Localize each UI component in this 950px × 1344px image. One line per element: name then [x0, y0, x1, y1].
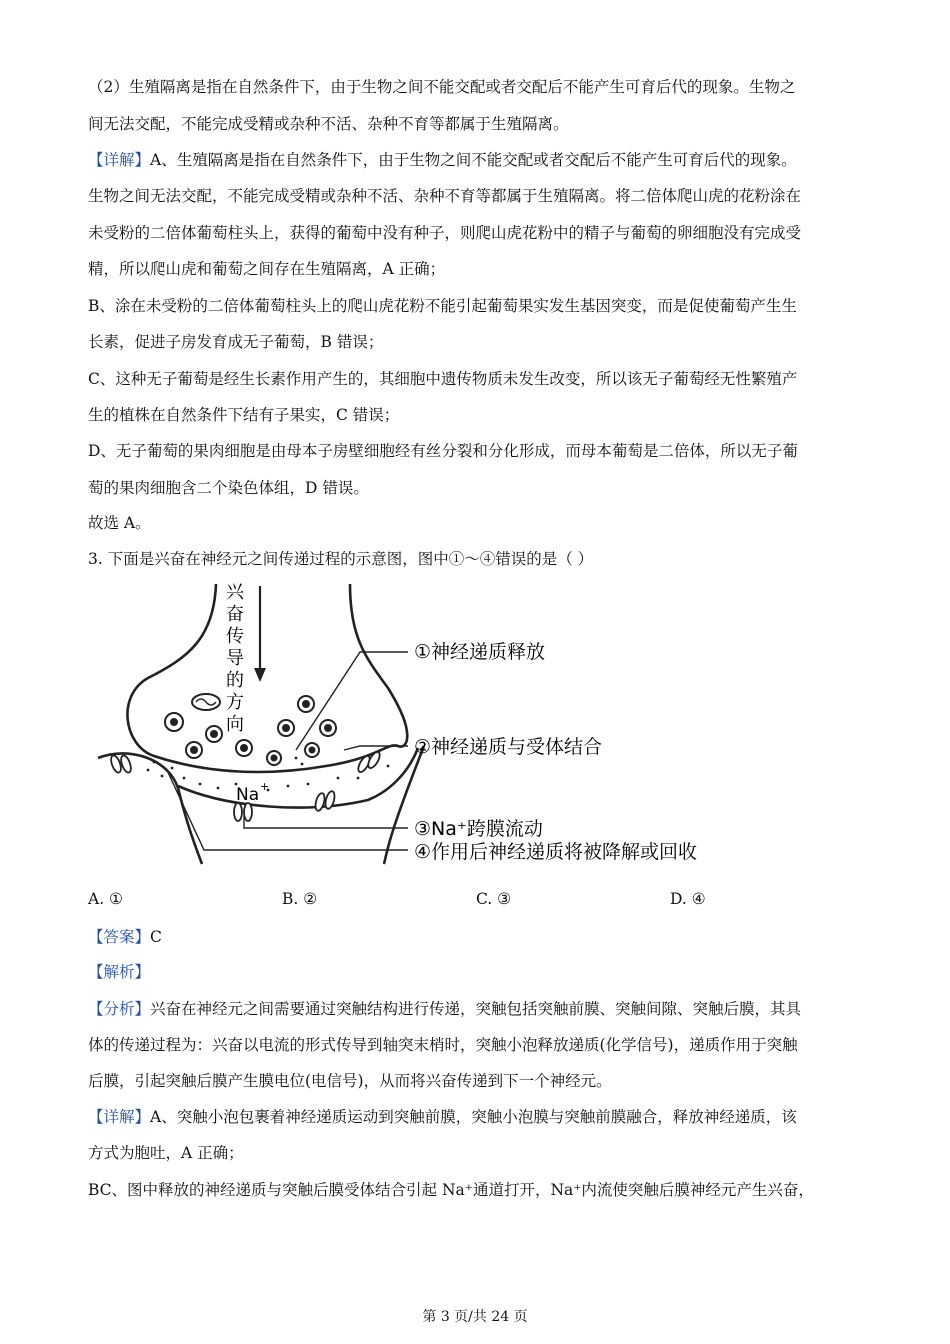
direction-label-4: 导: [226, 648, 244, 669]
label-detail: 【详解】: [88, 151, 151, 169]
text-line: 未受粉的二倍体葡萄柱头上，获得的葡萄中没有种子，则爬山虎花粉中的精子与葡萄的卵细胞没有完成受: [88, 224, 802, 242]
direction-label-2: 奋: [226, 604, 244, 625]
text-line: BC、图中释放的神经递质与突触后膜受体结合引起 Na⁺通道打开，Na⁺内流使突触后膜神经元产生兴奋，: [88, 1181, 814, 1199]
text-line: [88, 1106, 860, 1128]
callout-4: ④作用后神经递质将被降解或回收: [414, 841, 698, 863]
text-line: 后膜，引起突触后膜产生膜电位(电信号)，从而将兴奋传递到下一个神经元。: [88, 1072, 612, 1090]
text-line: [88, 149, 860, 171]
text-line: 方式为胞吐，A 正确；: [88, 1144, 244, 1162]
page-footer: 第 3 页/共 24 页: [422, 1309, 528, 1325]
option-a: A. ①: [88, 890, 123, 908]
text-line: 故选 A。: [88, 514, 151, 532]
callout-1: ①神经递质释放: [414, 641, 546, 663]
label-analysis: 【解析】: [88, 963, 151, 981]
text-line: 体的传递过程为：兴奋以电流的形式传导到轴突末梢时，突触小泡释放递质(化学信号)，递质作用于突触: [88, 1036, 798, 1054]
text-span: 兴奋在神经元之间需要通过突触结构进行传递，突触包括突触前膜、突触间隙、突触后膜，其具: [150, 1000, 802, 1018]
answer-value: C: [150, 928, 162, 946]
label-answer: 【答案】: [88, 928, 151, 946]
text-line: D、无子葡萄的果肉细胞是由母本子房壁细胞经有丝分裂和分化形成，而母本葡萄是二倍体，所以无子葡: [88, 442, 798, 460]
text-span: A、突触小泡包裹着神经递质运动到突触前膜，突触小泡膜与突触前膜融合，释放神经递质，该: [150, 1108, 797, 1126]
na-label: Na: [236, 785, 260, 805]
direction-label-6: 方: [226, 692, 244, 713]
direction-label-7: 向: [226, 714, 244, 735]
callout-3: ③Na⁺跨膜流动: [414, 818, 543, 840]
synapse-figure: [88, 578, 768, 868]
na-sup: +: [260, 780, 270, 793]
vesicles: [165, 696, 336, 765]
text-line: 萄的果肉细胞含二个染色体组，D 错误。: [88, 479, 369, 497]
option-b: B. ②: [282, 890, 318, 908]
text-line: 精，所以爬山虎和葡萄之间存在生殖隔离，A 正确；: [88, 260, 446, 278]
text-line: 长素，促进子房发育成无子葡萄，B 错误；: [88, 333, 384, 351]
callout-2: ②神经递质与受体结合: [414, 736, 603, 758]
presynaptic-outline: [127, 584, 407, 772]
question-3: 3. 下面是兴奋在神经元之间传递过程的示意图，图中①～④错误的是（ ）: [88, 550, 594, 568]
text-line: 生物之间无法交配，不能完成受精或杂种不活、杂种不育等都属于生殖隔离。将二倍体爬山虎的花粉涂在: [88, 187, 802, 205]
option-c: C. ③: [476, 890, 512, 908]
arrow-head: [254, 668, 266, 682]
text-line: B、涂在未受粉的二倍体葡萄柱头上的爬山虎花粉不能引起葡萄果实发生基因突变，而是促使葡萄产生生: [88, 297, 797, 315]
text-line: 间无法交配，不能完成受精或杂种不活、杂种不育等都属于生殖隔离。: [88, 115, 569, 133]
text-line: 生的植株在自然条件下结有子果实，C 错误；: [88, 406, 400, 424]
answer-line: [88, 926, 860, 948]
direction-label-5: 的: [226, 670, 244, 691]
label-fenxi: 【分析】: [88, 1000, 151, 1018]
text-line: C、这种无子葡萄是经生长素作用产生的，其细胞中遗传物质未发生改变，所以该无子葡萄经无性繁殖产: [88, 370, 798, 388]
text-line: [88, 998, 860, 1020]
text-line: （2）生殖隔离是指在自然条件下，由于生物之间不能交配或者交配后不能产生可育后代的现象。生物之: [88, 78, 796, 96]
text-span: A、生殖隔离是指在自然条件下，由于生物之间不能交配或者交配后不能产生可育后代的现象。: [150, 151, 797, 169]
label-detail-2: 【详解】: [88, 1108, 151, 1126]
direction-label-3: 传: [226, 626, 244, 647]
direction-label-1: 兴: [226, 582, 244, 603]
analysis-heading: [88, 961, 860, 983]
option-d: D. ④: [670, 890, 706, 908]
